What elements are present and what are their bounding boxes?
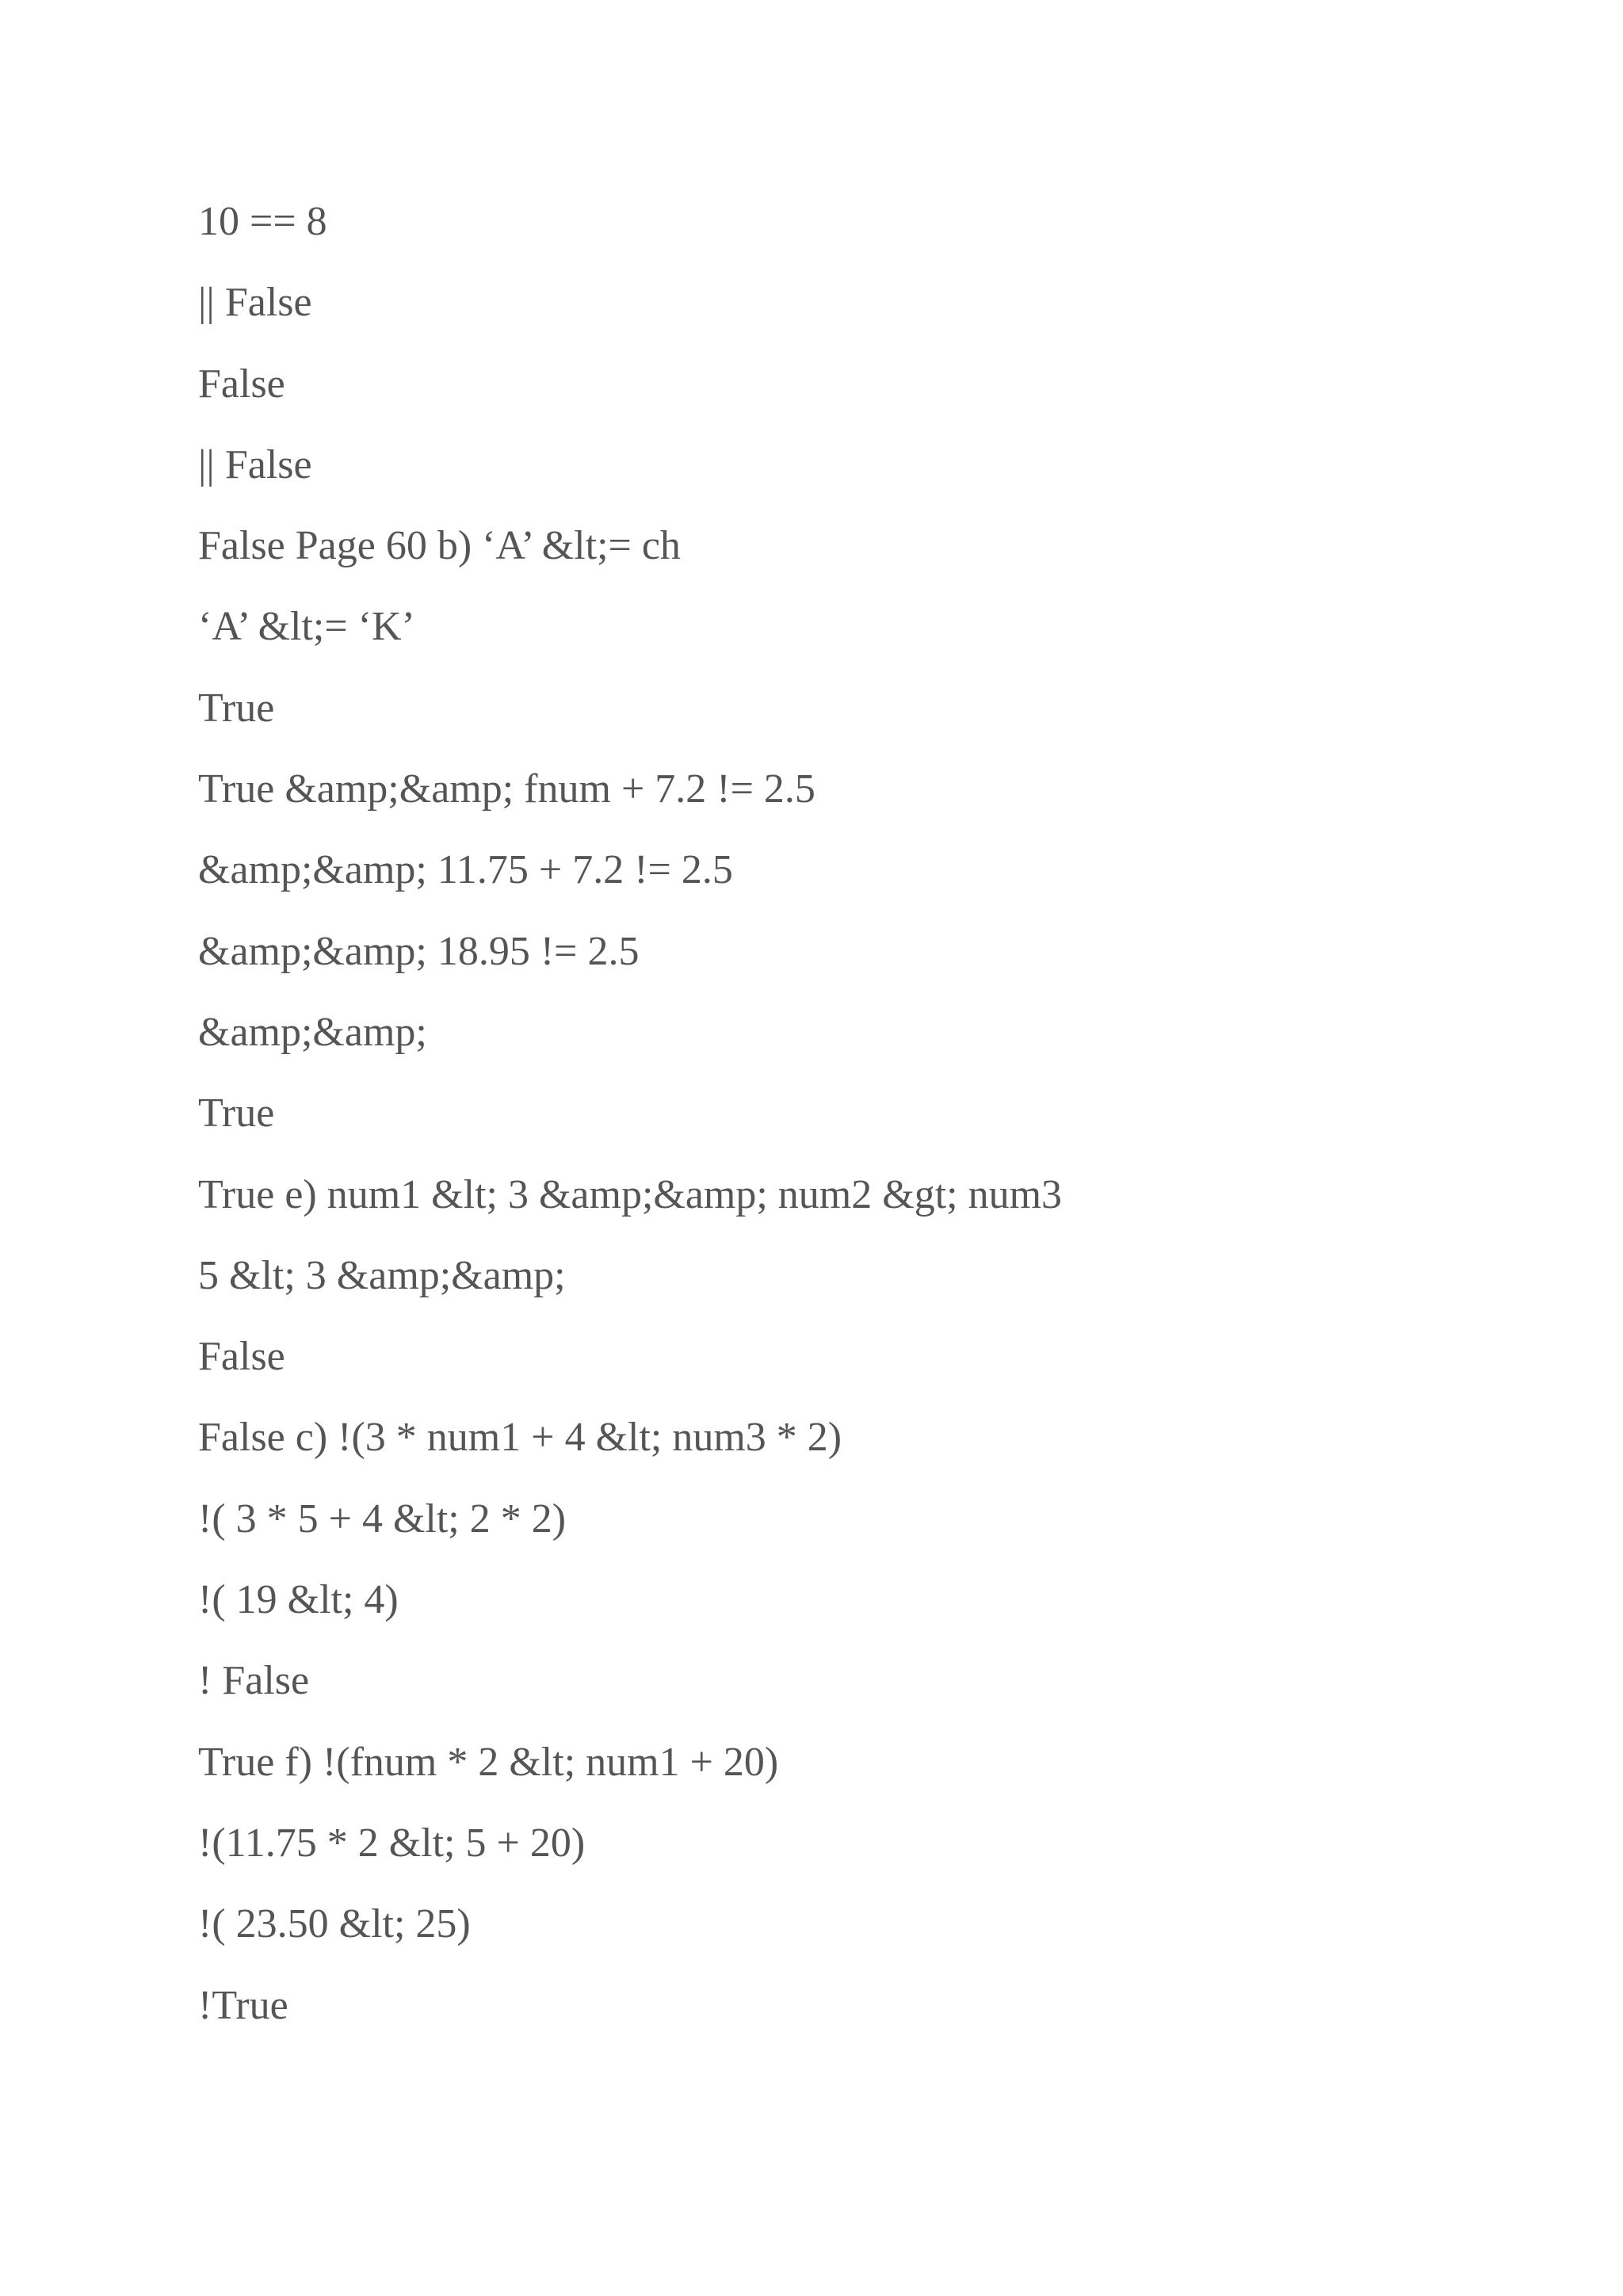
text-line: !( 3 * 5 + 4 &lt; 2 * 2) <box>198 1496 567 1541</box>
text-line: False <box>198 361 285 407</box>
text-line: || False <box>198 280 312 326</box>
text-line: 10 == 8 <box>198 199 327 244</box>
text-line: !(11.75 * 2 &lt; 5 + 20) <box>198 1820 586 1866</box>
text-line: 5 &lt; 3 &amp;&amp; <box>198 1252 566 1298</box>
text-line: ‘A’ &lt;= ‘K’ <box>198 604 415 650</box>
text-line: True f) !(fnum * 2 &lt; num1 + 20) <box>198 1739 779 1785</box>
text-line: True &amp;&amp; fnum + 7.2 != 2.5 <box>198 766 815 812</box>
text-line: ! False <box>198 1658 310 1704</box>
text-line: !( 19 &lt; 4) <box>198 1577 399 1623</box>
text-line: True e) num1 &lt; 3 &amp;&amp; num2 &gt; num3 <box>198 1171 1063 1217</box>
text-line: False <box>198 1334 285 1380</box>
text-line: &amp;&amp; 11.75 + 7.2 != 2.5 <box>198 847 733 893</box>
text-line: &amp;&amp; <box>198 1009 427 1055</box>
text-line: !( 23.50 &lt; 25) <box>198 1901 471 1947</box>
text-line: || False <box>198 441 312 487</box>
document-text-body <box>198 192 1545 2057</box>
text-line: False c) !(3 * num1 + 4 &lt; num3 * 2) <box>198 1415 842 1461</box>
text-line: True <box>198 1091 275 1137</box>
text-line: !True <box>198 1982 288 2028</box>
text-line: &amp;&amp; 18.95 != 2.5 <box>198 928 640 974</box>
text-line: False Page 60 b) ‘A’ &lt;= ch <box>198 523 681 569</box>
text-line: True <box>198 685 275 731</box>
